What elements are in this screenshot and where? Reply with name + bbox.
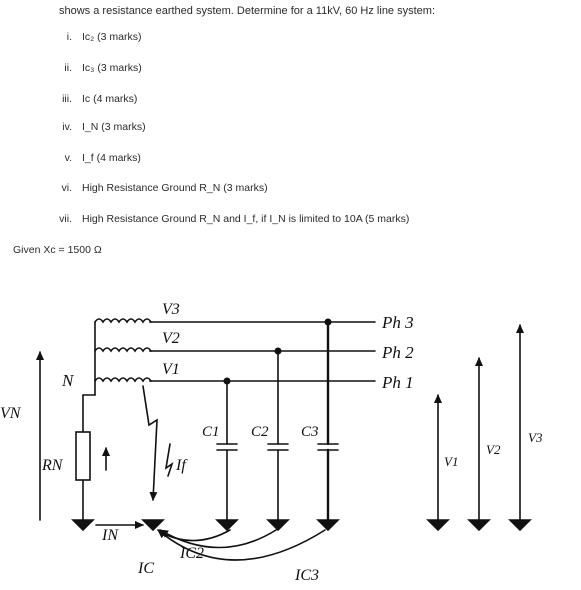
- ground-icon: [73, 520, 93, 530]
- item-text: Ic (4 marks): [82, 93, 138, 105]
- ground-icon: [143, 520, 163, 530]
- right-v2-label: V2: [486, 442, 501, 457]
- item-text: Ic₃ (3 marks): [82, 62, 142, 74]
- if-lightning: [166, 444, 172, 476]
- item-text: High Resistance Ground R_N (3 marks): [82, 182, 268, 194]
- item-number: vii.: [59, 213, 72, 225]
- ground-icon: [318, 520, 338, 530]
- ground-icon: [217, 520, 237, 530]
- junction-dot: [275, 348, 282, 355]
- item-number: iv.: [62, 121, 72, 133]
- ground-icon: [469, 520, 489, 530]
- rn-resistor: [76, 432, 90, 480]
- rn-label: RN: [42, 457, 63, 474]
- ground-icon: [268, 520, 288, 530]
- c3-label: C3: [301, 424, 319, 440]
- vn-label: VN: [0, 405, 21, 422]
- v1-label: V1: [162, 361, 180, 378]
- item-number: v.: [64, 152, 72, 164]
- if-label: If: [176, 457, 186, 474]
- item-number: vi.: [61, 182, 72, 194]
- ph3-label: Ph 3: [382, 313, 414, 332]
- item-text: High Resistance Ground R_N and I_f, if I_N is limited to 10A (5 marks): [82, 213, 410, 225]
- neutral-label: N: [62, 371, 74, 390]
- item-text: I_f (4 marks): [82, 152, 141, 164]
- ground-icon: [428, 520, 448, 530]
- question-intro: shows a resistance earthed system. Determine for a 11kV, 60 Hz line system:: [59, 5, 435, 17]
- item-number: i.: [66, 31, 72, 43]
- item-number: ii.: [64, 62, 72, 74]
- right-v3-label: V3: [528, 430, 543, 445]
- item-number: iii.: [62, 93, 72, 105]
- fault-current-arrow: [143, 386, 157, 500]
- ph2-label: Ph 2: [382, 343, 414, 362]
- v3-label: V3: [162, 301, 180, 318]
- coil-v2: [95, 348, 151, 351]
- c2-label: C2: [251, 424, 269, 440]
- c1-label: C1: [202, 424, 220, 440]
- junction-dot: [325, 319, 332, 326]
- right-v1-label: V1: [444, 454, 459, 469]
- ic2-label: IC2: [180, 545, 204, 562]
- junction-dot: [224, 378, 231, 385]
- coil-v1: [95, 378, 151, 381]
- item-text: I_N (3 marks): [82, 121, 146, 133]
- v2-label: V2: [162, 330, 180, 347]
- ic-label: IC: [138, 560, 154, 577]
- ph1-label: Ph 1: [382, 373, 414, 392]
- ic3-label: IC3: [295, 567, 319, 584]
- ground-icon: [510, 520, 530, 530]
- coil-v3: [95, 319, 151, 322]
- in-label: IN: [102, 527, 118, 544]
- item-text: Ic₂ (3 marks): [82, 31, 142, 43]
- given-value: Given Xc = 1500 Ω: [13, 244, 102, 256]
